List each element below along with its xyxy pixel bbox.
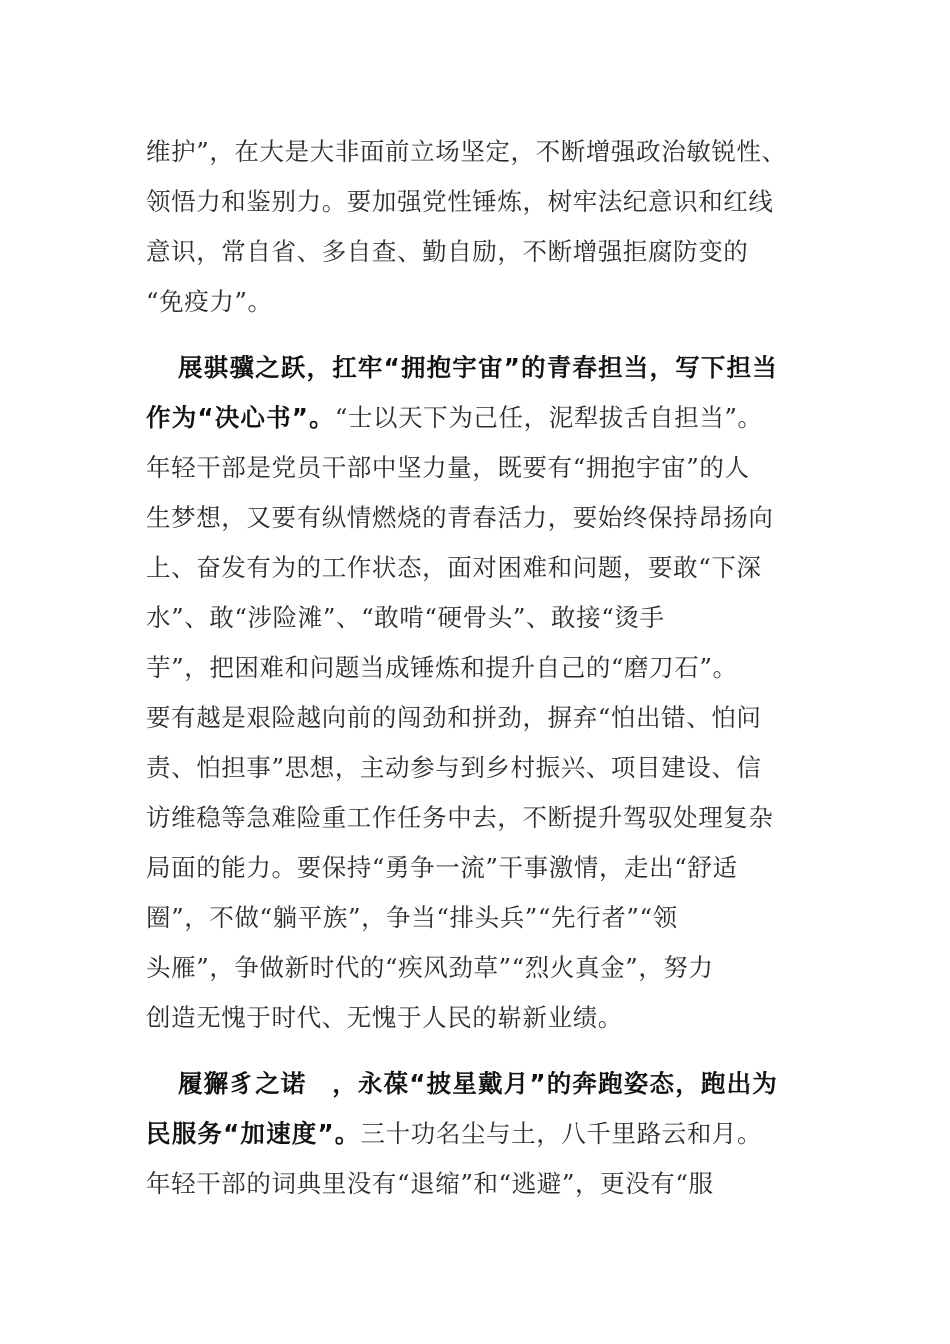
section-heading: 履獬豸之诺 ，永葆“披星戴月”的奔跑姿态，跑出为 [178,1069,779,1098]
section-heading-end: 作为“决心书”。 [146,403,335,432]
text-line: 头雁”，争做新时代的“疾风劲草”“烈火真金”，努力 [146,953,714,982]
text-line: 圈”，不做“躺平族”，争当“排头兵”“先行者”“领 [146,903,678,932]
heading-continuation-line [146,403,763,433]
text-line: 领悟力和鉴别力。要加强党性锤炼，树牢法纪意识和红线 [146,187,774,216]
heading-continuation-line [146,1119,762,1149]
text-line: “免疫力”。 [146,287,273,316]
text-line: 维护”，在大是大非面前立场坚定，不断增强政治敏锐性、 [146,137,787,166]
text-line: 责、怕担事”思想，主动参与到乡村振兴、项目建设、信 [146,753,762,782]
text-line: 访维稳等急难险重工作任务中去，不断提升驾驭处理复杂 [146,803,774,832]
section-heading-end: 民服务“加速度”。 [146,1119,361,1148]
text-line: 生梦想，又要有纵情燃烧的青春活力，要始终保持昂扬向 [146,503,774,532]
text-line: 水”、敢“涉险滩”、“敢啃“硬骨头”、敢接“烫手 [146,603,665,632]
text-line: 要有越是艰险越向前的闯劲和拼劲，摒弃“怕出错、怕问 [146,703,762,732]
quote-text: 三十功名尘与土，八千里路云和月。 [360,1119,763,1148]
text-line: 年轻干部的词典里没有“退缩”和“逃避”，更没有“服 [146,1169,714,1198]
text-line: 意识，常自省、多自查、勤自励，不断增强拒腐防变的 [146,237,749,266]
text-line: 上、奋发有为的工作状态，面对困难和问题，要敢“下深 [146,553,762,582]
text-line: 年轻干部是党员干部中坚力量，既要有“拥抱宇宙”的人 [146,453,750,482]
quote-text: “士以天下为己任，泥犁拔舌自担当”。 [334,403,763,432]
text-line: 局面的能力。要保持“勇争一流”干事激情，走出“舒适 [146,853,738,882]
section-heading: 展骐骥之跃，扛牢“拥抱宇宙”的青春担当，写下担当 [178,353,779,382]
text-line: 创造无愧于时代、无愧于人民的崭新业绩。 [146,1003,623,1032]
text-line: 芋”，把困难和问题当成锤炼和提升自己的“磨刀石”。 [146,653,738,682]
